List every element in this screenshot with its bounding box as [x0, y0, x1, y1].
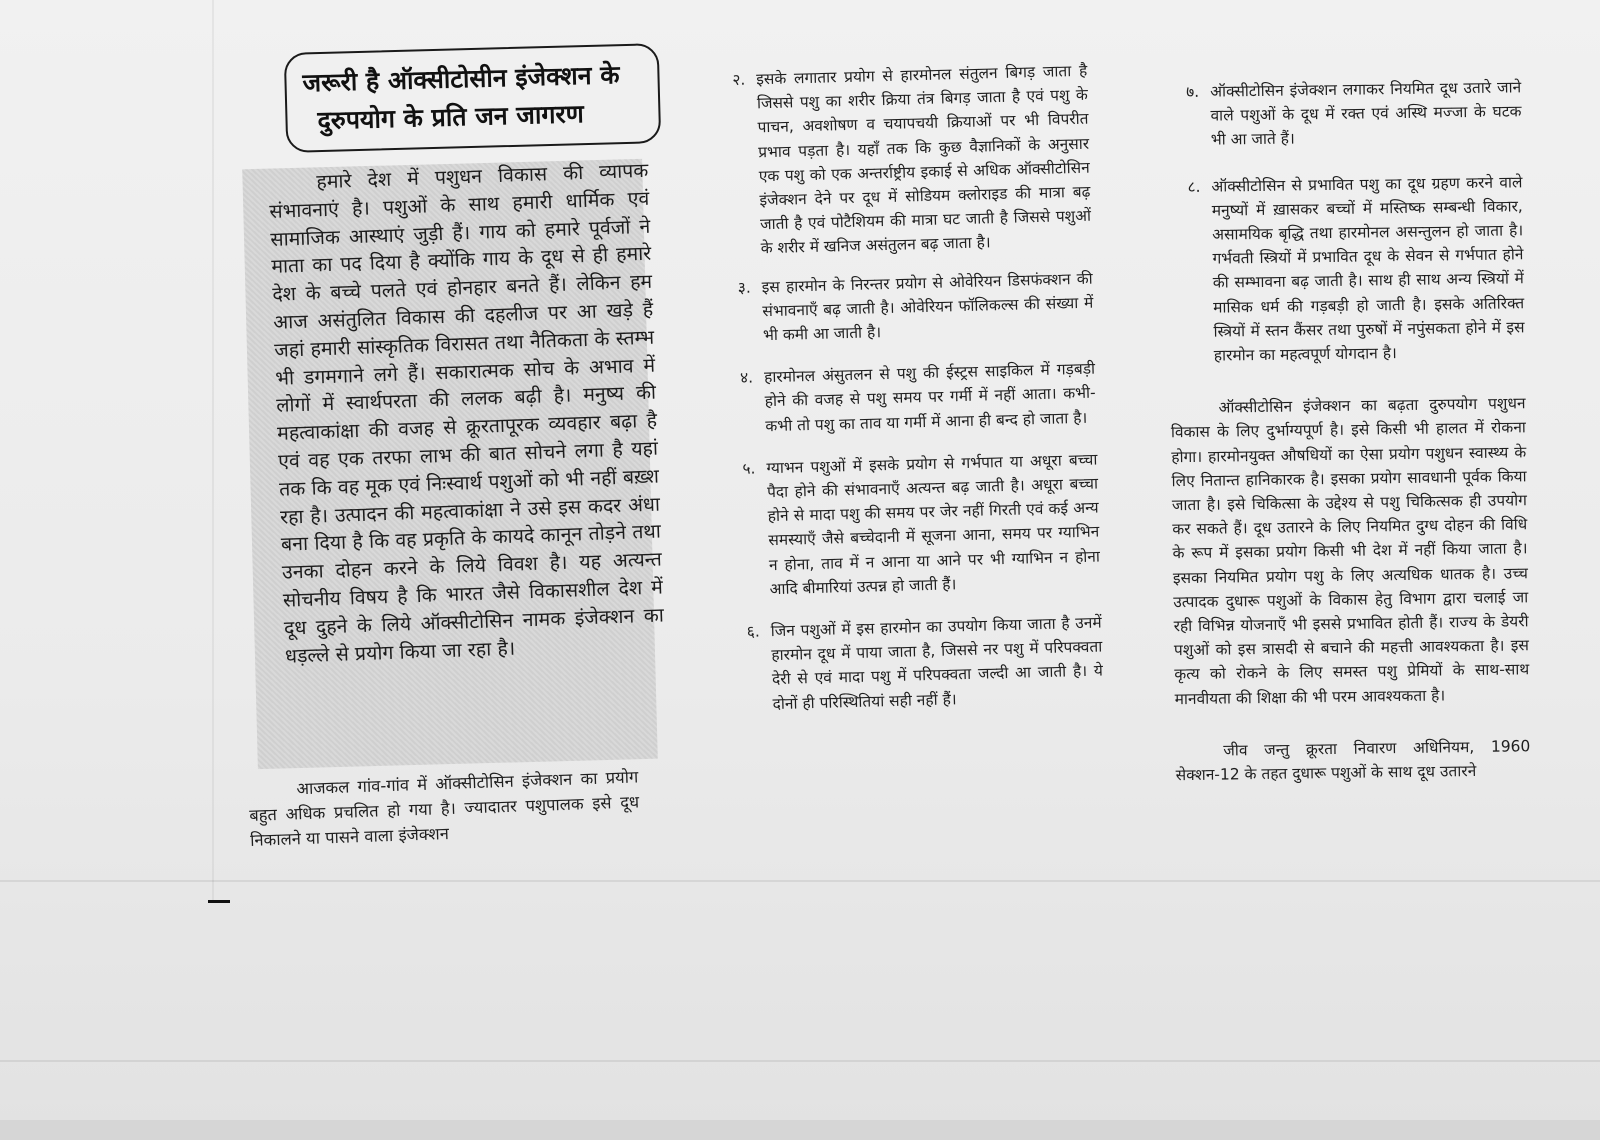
list-item-7 [1186, 75, 1522, 152]
list-item-2 [732, 59, 1092, 262]
list-number: ३. [737, 278, 751, 297]
list-number: ८. [1187, 177, 1201, 196]
list-text: ऑक्सीटोसिन इंजेक्शन लगाकर नियमित दूध उतारे जाने वाले पशुओं के दूध में रक्त एवं अस्थि मज्जा के घटक भी आ जाते हैं। [1210, 78, 1522, 150]
scan-edge [0, 1120, 1600, 1140]
list-text: इस हारमोन के निरन्तर प्रयोग से ओवेरियन डिसफंक्शन की संभावनाएँ बढ़ जाती है। ओवेरियन फॉलिकल्स की संख्या में भी कमी आ जाती है। [761, 269, 1094, 345]
list-text: जिन पशुओं में इस हारमोन का उपयोग किया जाता है उनमें हारमोन दूध में पाया जाता है, जिससे नर पशु में परिपक्वता देरी से एवं मादा पशु में परिपक्वता जल्दी आ जाती है। ये दोनों ही परिस्थितियां सही नहीं हैं। [770, 613, 1104, 713]
list-item-4 [740, 357, 1097, 439]
list-text: हारमोनल अंसुतलन से पशु की ईस्ट्रस साइकिल में गड़बड़ी होने की वजह से पशु समय पर गर्मी में नहीं आता। कभी-कभी तो पशु का ताव या गर्मी में आना ही बन्द हो जाता है। [763, 359, 1096, 435]
list-text: ऑक्सीटोसिन से प्रभावित पशु का दूध ग्रहण करने वाले मनुष्यों में ख़ासकर बच्चों में मस्तिष्क सम्बन्धी विकार, असामयिक बृद्धि तथा हारमोनल असन्तुलन हो जाता है। गर्भवती स्त्रियों में प्रभावित दूध के सेवन से गर्भपात होने की सम्भावना बढ़ जाती है। साथ ही साथ अन्य स्त्रियों में मासिक धर्म की गड़बड़ी हो जाती है। इसके अतिरिक्त स्त्रियों में स्तन कैंसर तथा पुरुषों में नपुंसकता होने में इस हारमोन का महत्वपूर्ण योगदान है। [1211, 172, 1525, 365]
column-2 [732, 59, 1104, 717]
list-item-8 [1187, 170, 1525, 368]
scan-fold-line [212, 0, 214, 900]
scan-crease [0, 1060, 1600, 1062]
column-3 [1170, 75, 1531, 787]
scan-crease [0, 880, 1600, 882]
list-item-6 [746, 611, 1103, 717]
column1-paragraph-2: आजकल गांव-गांव में ऑक्सीटोसिन इंजेक्शन का प्रयोग बहुत अधिक प्रचलित हो गया है। ज्यादातर पशुपालक इसे दूध निकालने या पासने वाला इंजेक्शन [248, 767, 640, 850]
list-number: ७. [1186, 82, 1200, 101]
list-item-3 [737, 266, 1094, 348]
list-number: २. [732, 70, 746, 89]
list-number: ४. [739, 368, 754, 388]
list-number: ६. [746, 622, 760, 641]
list-item-5 [742, 447, 1101, 601]
list-text: ग्याभन पशुओं में इसके प्रयोग से गर्भपात या अधूरा बच्चा पैदा होने की संभावनाएँ अत्यन्त बढ़ जाती है। अधूरा बच्चा होने से मादा पशु की समय पर जेर नहीं गिरती एवं कई अन्य समस्याएँ जैसे बच्चेदानी में सूजना आना, समय पर ग्याभिन न होना, ताव में न आना या आने पर भी ग्याभिन न होना आदि बीमारियां उत्पन्न हो जाती हैं। [766, 450, 1101, 599]
column3-paragraph-1: ऑक्सीटोसिन इंजेक्शन का बढ़ता दुरुपयोग पशुधन विकास के लिए दुर्भाग्यपूर्ण है। इसे किसी भी हालत में रोकना होगा। हारमोनयुक्त औषधियों का ऐसा प्रयोग पशुधन स्वास्थ्य के लिए नितान्त हानिकारक है। इसका प्रयोग सावधानी पूर्वक किया जाता है। इसे चिकित्सा के उद्देश्य से पशु चिकित्सक ही उपयोग कर सकते हैं। दूध उतारने के लिए नियमित दुग्ध दोहन की विधि के रूप में इसका प्रयोग किसी भी देश में नहीं किया जाता है। इसका नियमित प्रयोग पशु के लिए अत्यधिक धातक है। उच्च उत्पादक दुधारू पशुओं के विकास हेतु विभाग द्वारा चलाई जा रही विभिन्न योजनाएँ भी इससे प्रभावित होती हैं। राज्य के डेयरी पशुओं को इस त्रासदी से बचाने की महत्ती आवश्यकता है। इस कृत्य को रोकने के लिए समस्त पशु प्रेमियों के साथ-साथ मानवीयता की शिक्षा की भी परम आवश्यकता है। [1170, 394, 1530, 708]
article-title-line-1: जरूरी है ऑक्सीटोसीन इंजेक्शन के [302, 60, 620, 98]
intro-paragraph: हमारे देश में पशुधन विकास की व्यापक संभावनाएं है। पशुओं के साथ हमारी धार्मिक एवं सामाजिक आस्थाएं जुड़ी हैं। गाय को हमारे पूर्वजों ने माता का पद दिया है क्योंकि गाय के दूध से ही हमारे देश के बच्चे पलते एवं होनहार बनते हैं। लेकिन हम आज असंतुलित विकास की दहलीज पर आ खड़े हैं जहां हमारी सांस्कृतिक विरासत तथा नैतिकता के स्तम्भ भी डगमगाने लगे हैं। सकारात्मक सोच के अभाव में लोगों में स्वार्थपरता की ललक बढ़ी है। मनुष्य की महत्वाकांक्षा की वजह से क्रूरतापूरक व्यवहार बढ़ा है एवं वह एक तरफा लाभ की बात सोचने लगा है यहां तक कि वह मूक एवं निःस्वार्थ पशुओं को भी नहीं बख़्श रहा है। उत्पादन की महत्वाकांक्षा ने उसे इस कदर अंधा बना दिया है कि वह प्रकृति के कायदे कानून तोड़ने तथा उनका दोहन करने के लिये विवश है। यह अत्यन्त सोचनीय विषय है कि भारत जैसे विकासशील देश में दूध दुहने के लिये ऑक्सीटोसिन नामक इंजेक्शन का धड़ल्ले से प्रयोग किया जा रहा है। [269, 158, 665, 668]
column3-paragraph-2: जीव जन्तु क्रूरता निवारण अधिनियम, 1960 सेक्शन-12 के तहत दुधारू पशुओं के साथ दूध उतारने [1175, 737, 1531, 785]
article-title-line-2: दुरुपयोग के प्रति जन जागरण [317, 99, 585, 136]
article-title-box [284, 43, 661, 153]
list-text: इसके लगातार प्रयोग से हारमोनल संतुलन बिगड़ जाता है जिससे पशु का शरीर क्रिया तंत्र बिगड़ जाता है एवं पशु के पाचन, अवशोषण व चयापचयी क्रियाओं पर भी विपरीत प्रभाव पड़ता है। यहाँ तक कि कुछ वैज्ञानिकों के अनुसार एक पशु को एक अन्तर्राष्ट्रीय इकाई से अधिक ऑक्सीटोसिन इंजेक्शन देने पर दूध में सोडियम क्लोराइड की मात्रा बढ़ जाती है एवं पोटैशियम की मात्रा घट जाती है जिससे पशुओं के शरीर में खनिज असंतुलन बढ़ जाता है। [756, 61, 1092, 258]
margin-mark [208, 900, 230, 903]
list-number: ५. [742, 459, 756, 478]
